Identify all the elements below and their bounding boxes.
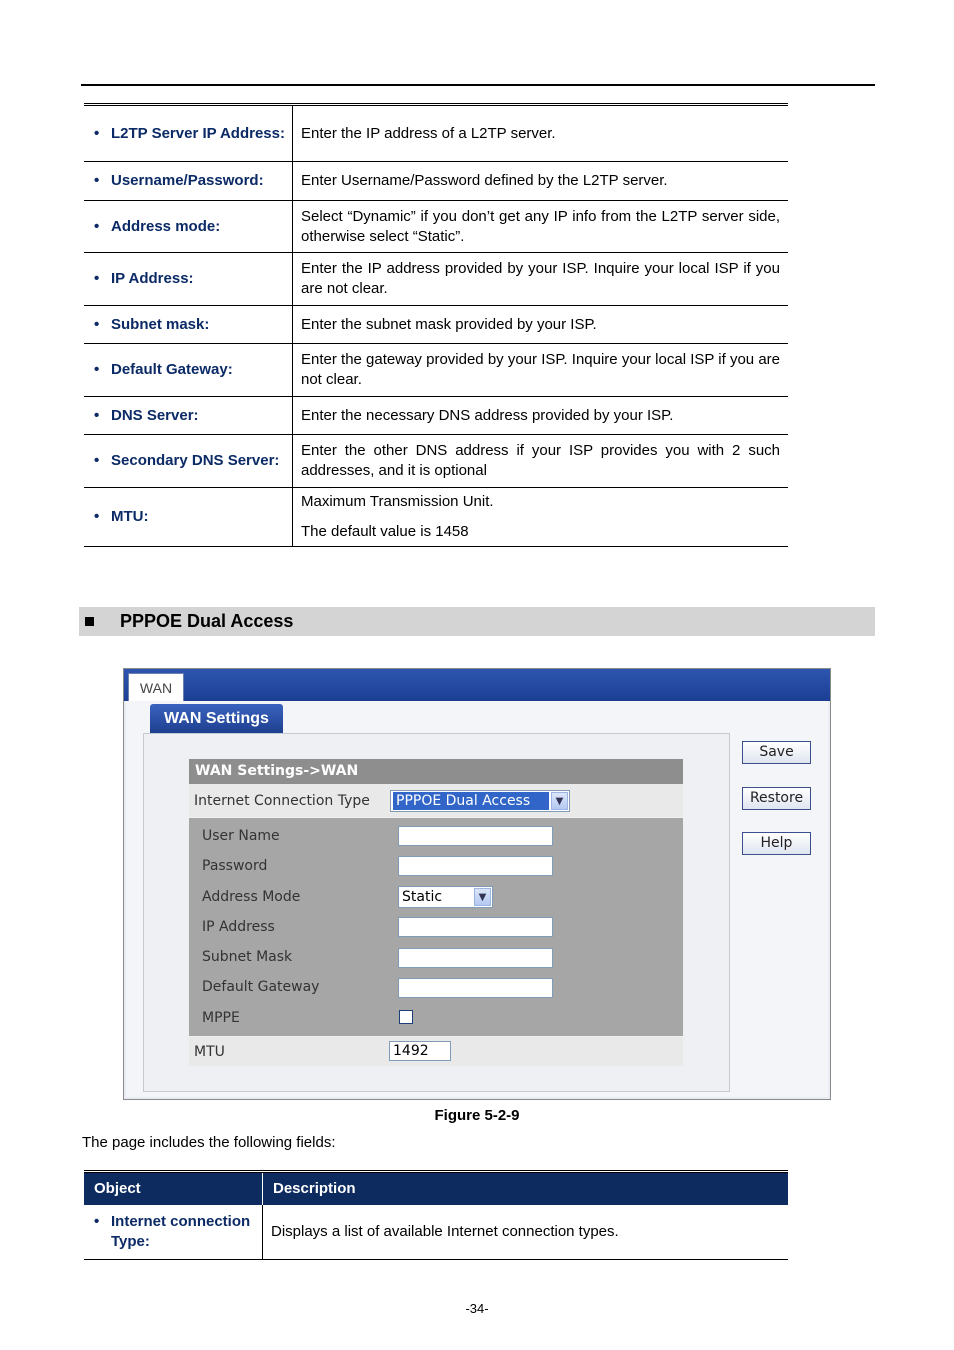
table-row bbox=[84, 105, 788, 162]
object-label: Address mode: bbox=[111, 217, 221, 235]
table-row bbox=[84, 306, 788, 344]
user-name-label: User Name bbox=[202, 828, 280, 844]
description-cell: Select “Dynamic” if you don’t get any IP info from the L2TP server side, otherwise select “Static”. bbox=[293, 201, 789, 253]
table-row bbox=[84, 162, 788, 201]
object-cell: • IP Address: bbox=[84, 253, 293, 306]
object-label: Default Gateway: bbox=[111, 361, 233, 378]
tab-wan-settings[interactable]: WAN Settings bbox=[150, 704, 283, 733]
address-mode-label: Address Mode bbox=[202, 889, 301, 905]
address-mode-select[interactable] bbox=[398, 886, 493, 908]
ip-address-label: IP Address bbox=[202, 919, 275, 935]
connection-type-select[interactable] bbox=[390, 790, 570, 812]
ip-address-input[interactable] bbox=[398, 917, 553, 937]
description-cell: Enter the IP address of a L2TP server. bbox=[293, 105, 789, 162]
help-button[interactable]: Help bbox=[742, 832, 811, 855]
table-row bbox=[84, 397, 788, 435]
chevron-down-icon[interactable]: ▼ bbox=[474, 888, 491, 906]
restore-button[interactable]: Restore bbox=[742, 787, 811, 810]
table-header-row bbox=[84, 1172, 788, 1206]
object-cell: • Default Gateway: bbox=[84, 344, 293, 397]
table-row bbox=[84, 253, 788, 306]
object-label: DNS Server: bbox=[111, 406, 199, 424]
description-table bbox=[84, 1170, 788, 1260]
default-gateway-input[interactable] bbox=[398, 978, 553, 998]
description-cell: Enter Username/Password defined by the L2TP server. bbox=[293, 162, 789, 201]
description-cell: Enter the gateway provided by your ISP. Inquire your local ISP if you are not clear. bbox=[293, 344, 789, 397]
object-cell: • MTU: bbox=[84, 488, 293, 547]
connection-type-label: Internet Connection Type bbox=[194, 793, 370, 809]
object-cell: • Address mode: bbox=[84, 201, 293, 253]
mppe-checkbox[interactable] bbox=[399, 1010, 413, 1024]
description-cell bbox=[293, 488, 789, 547]
wan-top-bar bbox=[124, 669, 830, 701]
object-label: Secondary DNS Server: bbox=[111, 452, 280, 469]
object-label: MTU: bbox=[111, 508, 149, 525]
description-cell: Enter the necessary DNS address provided by your ISP. bbox=[293, 397, 789, 435]
password-input[interactable] bbox=[398, 856, 553, 876]
description-cell: Displays a list of available Internet connection types. bbox=[263, 1205, 789, 1259]
form-header: WAN Settings->WAN bbox=[189, 759, 683, 784]
object-label: L2TP Server IP Address: bbox=[111, 124, 285, 142]
top-rule bbox=[81, 84, 875, 86]
table-row bbox=[84, 488, 788, 547]
table-row bbox=[84, 1205, 788, 1259]
object-cell: • Secondary DNS Server: bbox=[84, 435, 293, 488]
description-cell: Enter the IP address provided by your ISP. Inquire your local ISP if you are not clear. bbox=[293, 253, 789, 306]
table-row bbox=[84, 435, 788, 488]
chevron-down-icon[interactable]: ▼ bbox=[551, 792, 568, 810]
object-label: IP Address: bbox=[111, 270, 194, 287]
tab-wan[interactable]: WAN bbox=[128, 673, 184, 702]
parameter-table bbox=[84, 103, 788, 547]
description-line: The default value is 1458 bbox=[301, 523, 469, 540]
table-row bbox=[84, 344, 788, 397]
square-bullet-icon bbox=[85, 617, 94, 626]
subnet-mask-label: Subnet Mask bbox=[202, 949, 293, 965]
description-cell: Enter the other DNS address if your ISP provides you with 2 such addresses, and it is optional bbox=[293, 435, 789, 488]
object-cell: • L2TP Server IP Address: bbox=[84, 105, 293, 162]
description-line: Maximum Transmission Unit. bbox=[301, 493, 494, 510]
intro-text: The page includes the following fields: bbox=[82, 1134, 336, 1151]
object-label: Subnet mask: bbox=[111, 315, 210, 333]
description-cell: Enter the subnet mask provided by your ISP. bbox=[293, 306, 789, 344]
object-cell: • Internet connection Type: bbox=[84, 1205, 263, 1259]
section-header bbox=[79, 607, 875, 636]
default-gateway-label: Default Gateway bbox=[202, 979, 320, 995]
mtu-input[interactable]: 1492 bbox=[389, 1041, 451, 1061]
address-mode-value: Static bbox=[402, 889, 443, 905]
object-column-header: Object bbox=[84, 1172, 263, 1206]
subnet-mask-input[interactable] bbox=[398, 948, 553, 968]
figure-caption: Figure 5-2-9 bbox=[434, 1107, 520, 1124]
page-number: -34- bbox=[465, 1301, 489, 1316]
wan-settings-screenshot bbox=[123, 668, 831, 1100]
description-column-header: Description bbox=[263, 1172, 789, 1206]
table-row bbox=[84, 201, 788, 253]
object-label: Username/Password: bbox=[111, 172, 264, 189]
mtu-label: MTU bbox=[194, 1044, 225, 1060]
password-label: Password bbox=[202, 858, 268, 874]
section-title: PPPOE Dual Access bbox=[120, 611, 294, 631]
save-button[interactable]: Save bbox=[742, 741, 811, 764]
object-cell: • Subnet mask: bbox=[84, 306, 293, 344]
object-label: Internet connection Type: bbox=[111, 1212, 251, 1250]
mppe-label: MPPE bbox=[202, 1010, 240, 1026]
user-name-input[interactable] bbox=[398, 826, 553, 846]
object-cell: • DNS Server: bbox=[84, 397, 293, 435]
connection-type-value: PPPOE Dual Access bbox=[393, 792, 549, 810]
object-cell: • Username/Password: bbox=[84, 162, 293, 201]
